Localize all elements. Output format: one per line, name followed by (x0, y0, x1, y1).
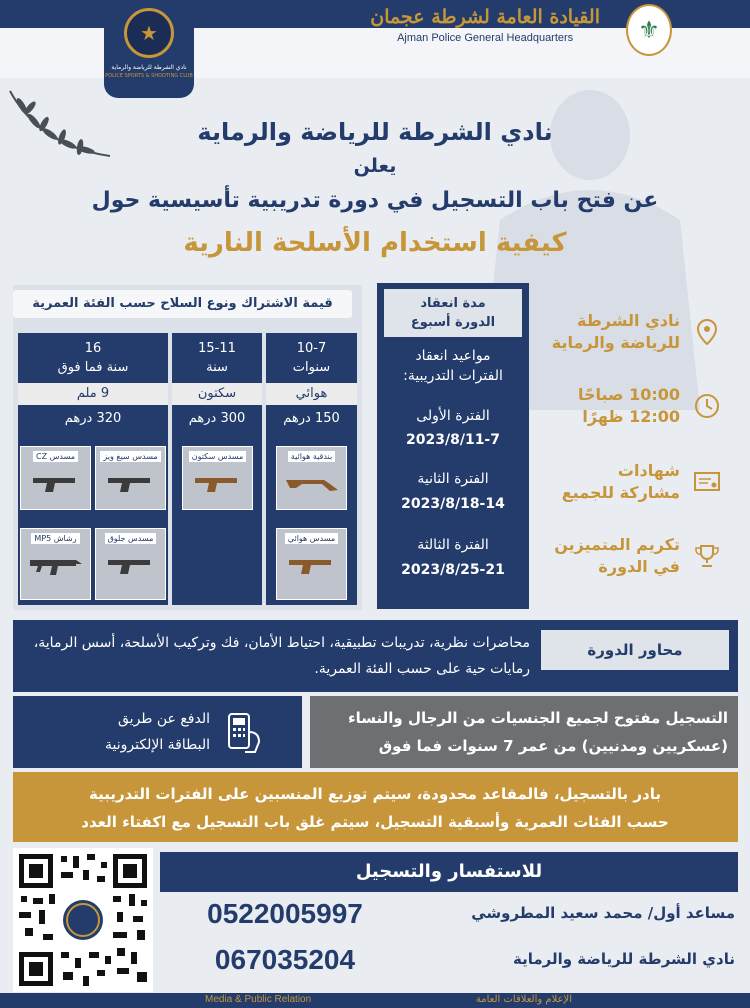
registration-opening-text: عن فتح باب التسجيل في دورة تدريبية تأسيسية حول (91, 188, 659, 213)
mp5-icon (28, 554, 84, 576)
feature-honoring (520, 528, 720, 584)
feature-line: نادي الشرطة (577, 311, 680, 330)
period-2-name: الفترة الثانية (417, 471, 489, 487)
feature-line: تكريم المتميزين (554, 535, 680, 554)
card-payment-icon (215, 712, 267, 754)
gun-label: مسدس جلوق (105, 533, 157, 544)
registration-line: (عسكريين ومدنيين) من عمر 7 سنوات فما فوق (378, 737, 728, 755)
feature-line: 12:00 ظهرًا (582, 407, 680, 426)
phone-number-2[interactable]: 067035204 (214, 944, 356, 975)
registration-line: التسجيل مفتوح لجميع الجنسيات من الرجال والنساء (347, 709, 728, 727)
payment-line: البطاقة الإلكترونية (105, 737, 210, 753)
gun-photo (95, 446, 166, 510)
age-range (18, 333, 168, 383)
feature-text (562, 460, 680, 504)
sig-pistol-icon (106, 472, 156, 494)
curriculum-text: محاضرات نظرية، تدريبات تطبيقية، احتياط الأمان، فك وتركيب الأسلحة، أسس الرماية، رمايات حية على حسب الفئة العمرية. (33, 635, 530, 677)
payment-line: الدفع عن طريق (118, 711, 210, 727)
feature-line: 10:00 صباحًا (577, 385, 680, 404)
air-rifle-icon (284, 472, 340, 492)
ajman-police-emblem-icon: ⚜ (626, 4, 672, 56)
registration-text (318, 704, 728, 760)
notice-line: بادر بالتسجيل، فالمقاعد محدودة، سيتم توزيع المنسبين على الفترات التدريبية (89, 785, 661, 803)
footer-bar (0, 993, 750, 1008)
gun-photo (182, 446, 253, 510)
age-unit: سنة فما فوق (57, 360, 129, 375)
sekton-pistol-icon (193, 472, 243, 494)
club-logo-english: POLICE SPORTS & SHOOTING CLUB (105, 73, 193, 79)
age-range (172, 333, 262, 383)
periods-title-line2: الفترات التدريبية: (403, 368, 503, 384)
feature-line: شهادات (617, 461, 680, 480)
notice-text (20, 780, 730, 836)
age-unit: سنوات (292, 360, 331, 375)
feature-text (554, 534, 680, 578)
gun-label: مسدس هوائي (285, 533, 338, 544)
price: 150 درهم (283, 411, 340, 426)
gun-label: بندقية هوائية (288, 451, 335, 462)
duration-value: الدورة أسبوع (410, 315, 496, 330)
price: 320 درهم (64, 411, 122, 426)
duration-label: مدة انعقاد (420, 296, 486, 311)
period-3-name: الفترة الثالثة (417, 537, 489, 553)
gun-photo (20, 446, 91, 510)
gun-photo (95, 528, 166, 600)
hq-title-arabic: القيادة العامة لشرطة عجمان (370, 6, 600, 28)
price: 300 درهم (188, 411, 246, 426)
club-logo (104, 0, 194, 98)
gun-label: مسدس سيغ ويز (100, 451, 160, 462)
hq-title (370, 6, 600, 44)
glock-pistol-icon (106, 554, 156, 576)
notice-line: حسب الفئات العمرية وأسبقية التسجيل، سيتم غلق باب التسجيل مع اكفتاء العدد (81, 813, 669, 831)
pricing-title: قيمة الاشتراك ونوع السلاح حسب الفئة العمرية (13, 290, 352, 318)
gun-photo (276, 528, 347, 600)
club-logo-arabic: نادي الشرطة للرياضة والرماية (111, 64, 187, 71)
gun-photo (20, 528, 91, 600)
feature-certificate (520, 454, 720, 510)
feature-text (552, 310, 680, 354)
feature-location (520, 304, 720, 360)
age-value: 15-11 (198, 341, 236, 356)
duration-box (384, 289, 522, 337)
weapon-type: هوائي (266, 383, 357, 405)
period-2-dates: 2023/8/18-14 (401, 496, 505, 512)
trophy-icon (694, 543, 720, 569)
gun-label: مسدس CZ (33, 451, 78, 462)
clock-icon (694, 393, 720, 419)
footer-arabic: الإعلام والعلاقات العامة (475, 994, 572, 1005)
feature-line: مشاركة للجميع (561, 483, 680, 502)
weapon-type: سكتون (172, 383, 262, 405)
periods-title: مواعيد انعقاد (415, 348, 491, 364)
feature-line: في الدورة (598, 557, 680, 576)
course-subject-title: كيفية استخدام الأسلحة النارية (183, 228, 567, 258)
air-pistol-icon (287, 554, 337, 576)
age-unit: سنة (206, 360, 228, 375)
age-value: 16 (84, 341, 102, 356)
footer-english: Media & Public Relation (205, 994, 312, 1005)
payment-text (30, 706, 210, 758)
club-seal-icon: ★ (124, 8, 174, 58)
gun-label: رشاش MP5 (31, 533, 79, 544)
announces-text: يعلن (353, 155, 397, 177)
certificate-icon (694, 469, 720, 495)
gun-photo (276, 446, 347, 510)
period-1-dates: 2023/8/11-7 (406, 432, 500, 448)
contact-heading: للاستفسار والتسجيل (160, 852, 738, 892)
curriculum-label: محاور الدورة (541, 630, 729, 670)
cz-pistol-icon (31, 472, 81, 494)
period-1-name: الفترة الأولى (416, 408, 490, 424)
contact-name-1: مساعد أول/ محمد سعيد المطروشي (471, 904, 735, 922)
club-name-title: نادي الشرطة للرياضة والرماية (197, 118, 553, 146)
qr-code[interactable] (13, 848, 153, 992)
feature-text (578, 384, 680, 428)
feature-time (520, 378, 720, 434)
age-range (266, 333, 357, 383)
period-3-dates: 2023/8/25-21 (401, 562, 505, 578)
phone-number-1[interactable]: 0522005997 (207, 898, 363, 929)
hq-title-english: Ajman Police General Headquarters (397, 32, 574, 44)
location-pin-icon (694, 319, 720, 345)
feature-line: للرياضة والرماية (551, 333, 680, 352)
contact-name-2: نادي الشرطة للرياضة والرماية (513, 950, 735, 968)
gun-label: مسدس سكتون (189, 451, 246, 462)
age-value: 10-7 (296, 341, 327, 356)
weapon-type: 9 ملم (18, 383, 168, 405)
